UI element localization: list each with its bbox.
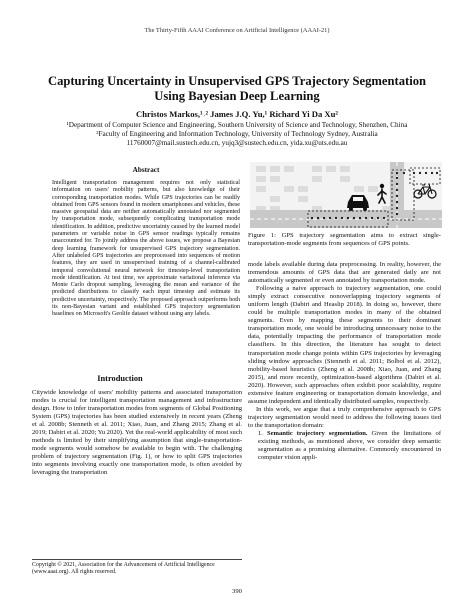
trajectory-illustration [250,162,442,228]
list-item-text: Given the limitations of existing methods, as mentioned above, we consider deep semantic segmentation as a promising alternative. Commonly encountered in computer vision appli- [258,429,442,462]
introduction-heading: Introduction [97,374,143,383]
conference-header: The Thirty-Fifth AAAI Conference on Artificial Intelligence (AAAI-21) [144,27,330,34]
abstract-text: Intelligent transportation management requires not only statistical information on users' mobility patterns, but also knowledge of their corresponding transportation modes. While GPS trajectories can be readily obtained from GPS sensors found in modern smartphones and vehicles, these massive geospatial data are neither automatically annotated nor segmented by transportation mode, subsequently complicating transportation mode identification. In addition, predictive uncertainty caused by the learned model parameters or variable noise in GPS sensor readings typically remains unaccounted for. To jointly address the above issues, we propose a Bayesian deep learning framework for unsupervised GPS trajectory segmentation. After unlabeled GPS trajectories are preprocessed into sequences of motion features, they are used in unsupervised training of a channel-calibrated temporal convolutional neural network for timestep-level transportation mode identification. At test time, we approximate variational inference via Monte Carlo dropout sampling, leveraging the mean and variance of the predicted distributions to classify each input timestep and estimate its predictive uncertainty, respectively. The proposed approach outperforms both its non-Bayesian variant and established GPS trajectory segmentation baselines on Microsoft's Geolife dataset without using any labels. [52,180,240,318]
right-paragraph-2: Following a naive approach to trajectory segmentation, one could simply extract consecutive nonoverlapping trajectory segments of uniform length (Dabiri and Heaslip 2018). In doing so, however, there could be multiple transportation modes in many of the obtained segments. Even by mapping these segments to their dominant transportation mode, one would be introducing unnecessary noise to the data, potentially impacting the performance of transportation mode classifiers. In this direction, the literature has sought to detect transportation mode change points within GPS trajectories by leveraging sliding window approaches (Stenneth et al. 2011; Bolbol et al. 2012), mobility-based heuristics (Zheng et al. 2008b; Xiao, Juan, and Zhang 2015), and more recently, optimization-based algorithms (Dabiri et al. 2020). However, such approaches often exhibit poor scalability, require extensive feature engineering or transportation domain knowledge, and assume independent and identically distributed samples, respectively. [248,285,441,405]
right-paragraph-3: In this work, we argue that a truly comprehensive approach to GPS trajectory segmentation would need to address the following issues tied to the transportation domain: [248,405,441,429]
introduction-body [32,389,242,478]
author-list: Christos Markos,¹˒² James J.Q. Yu,¹ Richard Yi Da Xu² [136,109,338,119]
figure-1-caption: Figure 1: GPS trajectory segmentation aims to extract single-transportation-mode segments from sequences of GPS points. [248,232,441,248]
copyright-notice: Copyright © 2021, Association for the Advancement of Artificial Intelligence (www.aaai.org). All rights reserved. [32,559,242,576]
list-item-number: 1. [258,429,263,437]
list-item-1 [248,430,441,462]
author-emails: 11760007@mail.sustech.edu.cn, yujq3@sustech.edu.cn, yida.xu@uts.edu.au [126,139,348,148]
abstract-section [52,166,240,319]
figure-1 [250,162,442,228]
right-paragraph-1: mode labels available during data preprocessing. In reality, however, the tremendous amounts of GPS data that are generated daily are not automatically segmented or even annotated by transportation mode. [248,261,441,285]
title-line-2: Using Bayesian Deep Learning [154,89,320,103]
affiliation-2: ²Faculty of Engineering and Information Technology, University of Technology Sydney, Australia [96,130,378,139]
introduction-paragraph-1: Citywide knowledge of users' mobility patterns and associated transportation modes is crucial for intelligent transportation management and infrastructure design. How to infer transportation modes from segments of Global Positioning System (GPS) trajectories has been studied extensively in recent years (Zheng et al. 2008b; Stenneth et al. 2011; Xiao, Juan, and Zhang 2015; Zhang et al. 2019; Dabiri et al. 2020; Yu 2020). Yet the real-world applicability of most such methods is limited by their simplifying assumption that single-transportation-mode segments would somehow be available to begin with. The challenging problem of trajectory segmentation (Fig. 1), or how to split GPS trajectories into segments involving exactly one transportation mode, is often avoided by leveraging the transportation [32,389,242,477]
affiliations [40,121,434,149]
page-number: 390 [232,588,242,595]
abstract-heading: Abstract [132,166,160,174]
title-line-1: Capturing Uncertainty in Unsupervised GPS Trajectory Segmentation [47,74,427,88]
affiliation-1: ¹Department of Computer Science and Engineering, Southern University of Science and Technology, Shenzhen, China [66,121,408,129]
right-column-body [248,261,441,462]
abstract-body [52,180,240,319]
list-item-bold: Semantic trajectory segmentation. [266,429,368,437]
paper-title [30,74,444,104]
